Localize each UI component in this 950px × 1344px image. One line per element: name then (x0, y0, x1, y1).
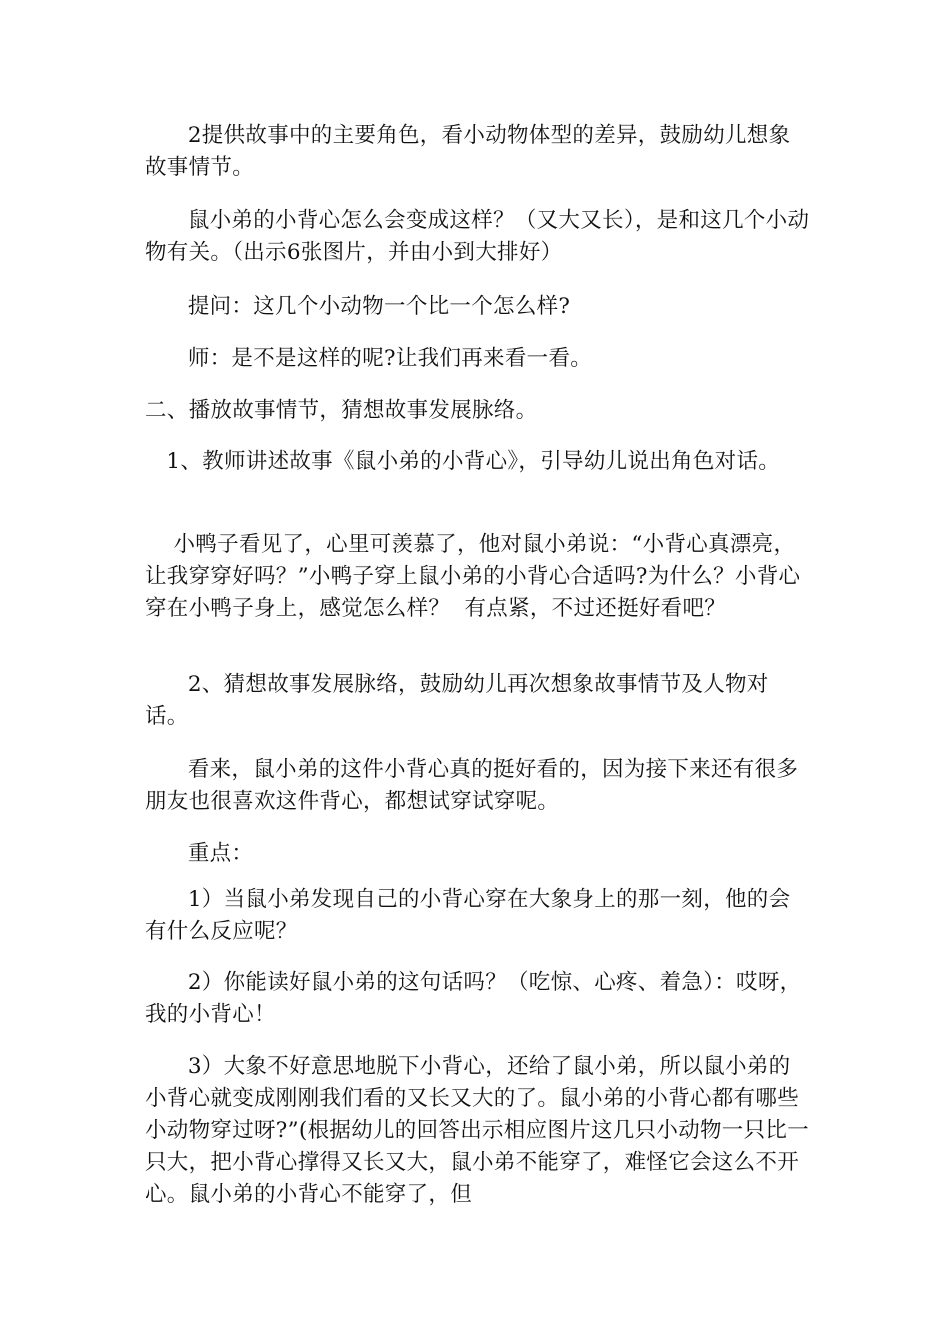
paragraph-4: 师：是不是这样的呢?让我们再来看一看。 (145, 346, 593, 371)
paragraph-8: 2、猜想故事发展脉络，鼓励幼儿再次想象故事情节及人物对话。 (145, 672, 769, 729)
paragraph-12: 2）你能读好鼠小弟的这句话吗？（吃惊、心疼、着急）：哎呀，我的小背心！ (145, 970, 802, 1027)
paragraph-13: 3）大象不好意思地脱下小背心，还给了鼠小弟，所以鼠小弟的小背心就变成刚刚我们看的又长又大的了。鼠小弟的小背心都有哪些小动物穿过呀?”(根据幼儿的回答出示相应图片这几只小动物一只比一只大，把小背心撑得又长又大，鼠小弟不能穿了，难怪它会这么不开心。鼠小弟的小背心不能穿了，但 (145, 1054, 810, 1207)
paragraph-2: 鼠小弟的小背心怎么会变成这样？（又大又长），是和这几个小动物有关。（出示6张图片，并由小到大排好） (145, 208, 810, 265)
paragraph-11: 1）当鼠小弟发现自己的小背心穿在大象身上的那一刻，他的会有什么反应呢？ (145, 887, 791, 944)
paragraph-7: 小鸭子看见了，心里可羡慕了，他对鼠小弟说：“小背心真漂亮，让我穿穿好吗？”小鸭子穿上鼠小弟的小背心合适吗?为什么？小背心穿在小鸭子身上，感觉怎么样？ 有点紧，不过还挺好看吧？ (145, 532, 801, 621)
paragraph-10: 重点： (145, 841, 254, 866)
paragraph-1: 2提供故事中的主要角色，看小动物体型的差异，鼓励幼儿想象故事情节。 (145, 123, 791, 180)
paragraph-3: 提问：这几个小动物一个比一个怎么样? (145, 294, 571, 319)
paragraph-6: 1、教师讲述故事《鼠小弟的小背心》，引导幼儿说出角色对话。 (145, 449, 781, 474)
paragraph-9: 看来，鼠小弟的这件小背心真的挺好看的，因为接下来还有很多朋友也很喜欢这件背心，都想试穿试穿呢。 (145, 757, 799, 814)
section-heading: 二、播放故事情节，猜想故事发展脉络。 (145, 398, 538, 423)
